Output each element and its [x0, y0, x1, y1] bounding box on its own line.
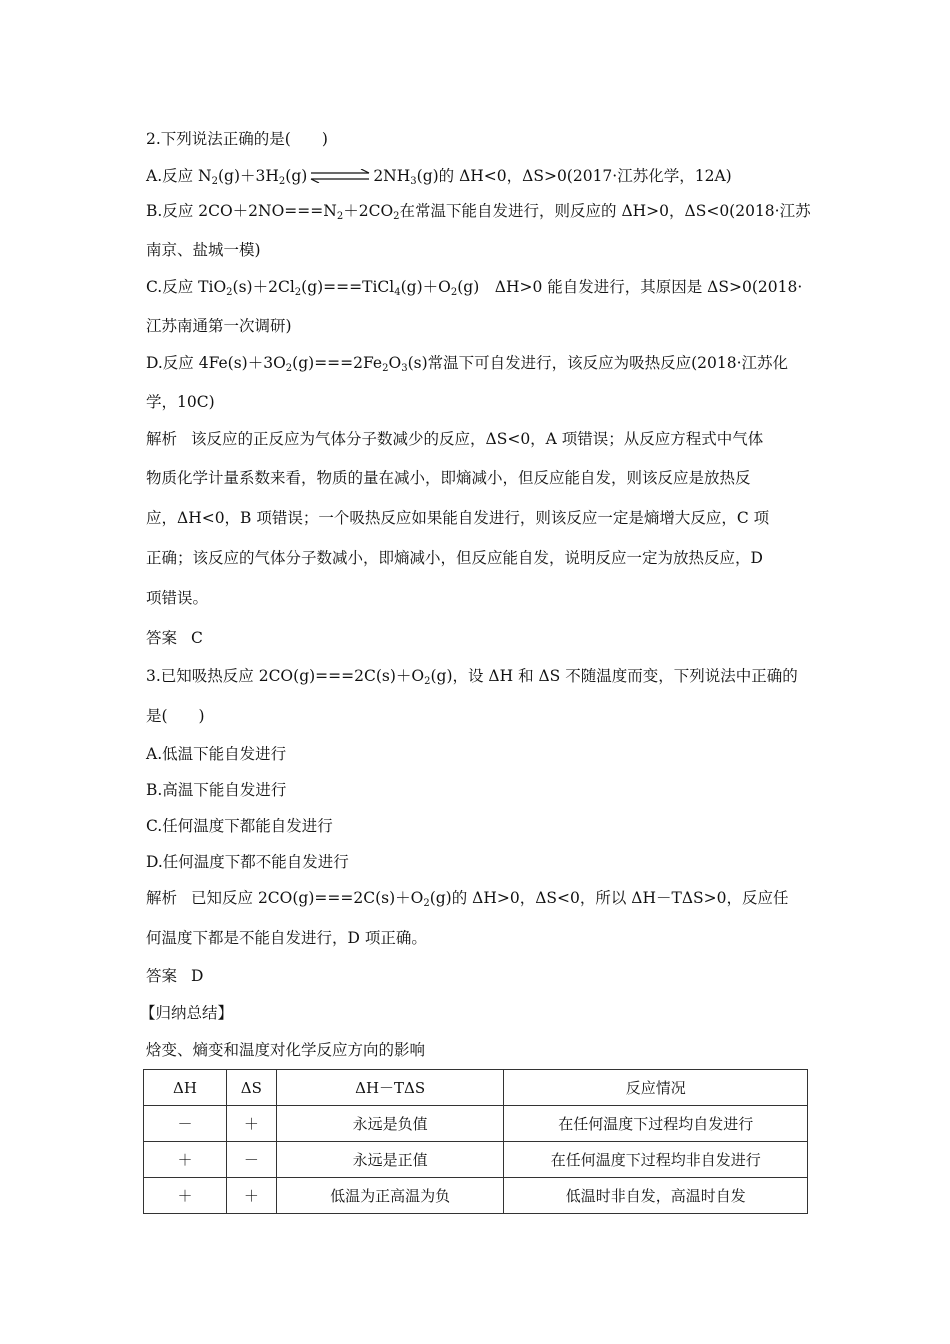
analysis-label: 解析: [146, 430, 178, 448]
table-row: ＋ ＋ 低温为正高温为负 低温时非自发，高温时自发: [144, 1178, 808, 1214]
q2-analysis-line1: 解析 该反应的正反应为气体分子数减少的反应，ΔS<0，A 项错误；从反应方程式中气体: [146, 430, 764, 448]
table-header-row: [144, 1070, 808, 1106]
q2-option-c-line2: 江苏南通第一次调研): [146, 317, 292, 335]
q2-analysis-line4: 正确；该反应的气体分子数减小，即熵减小，但反应能自发，说明反应一定为放热反应，D: [146, 549, 763, 567]
equilibrium-arrow-icon: [309, 169, 371, 183]
q2-analysis-line2: 物质化学计量系数来看，物质的量在减小，即熵减小，但反应能自发，则该反应是放热反: [146, 469, 751, 487]
q2-analysis-line5: 项错误。: [146, 589, 209, 607]
q2-option-a: A.反应 $N_2(g)+3H_2(g)$ $2NH_3(g)$的 ΔH<0，ΔS>0(2017·江苏化学，12A): [146, 167, 732, 187]
header-reaction: 反应情况: [504, 1070, 808, 1106]
q3-stem-line1: 3.已知吸热反应 $2CO(g)===2C(s)+O_2(g)$，设 ΔH 和 ΔS 不随温度而变，下列说法中正确的: [146, 667, 798, 687]
q2-option-d-line1: D.反应 $4Fe(s)+3O_2(g)===2Fe_2O_3(s)$常温下可自发进行，该反应为吸热反应(2018·江苏化: [146, 354, 789, 374]
answer-label: 答案: [146, 629, 178, 647]
answer-value: C: [191, 629, 203, 647]
q2-option-d-line2: 学，10C): [146, 393, 215, 411]
q3-stem-line2: 是( ): [146, 707, 205, 725]
answer-value: D: [191, 967, 204, 985]
header-delta-g: ΔH－TΔS: [276, 1070, 504, 1106]
q3-option-b: B.高温下能自发进行: [146, 781, 287, 799]
header-delta-s: ΔS: [226, 1070, 276, 1106]
answer-label: 答案: [146, 967, 178, 985]
table-row: － ＋ 永远是负值 在任何温度下过程均自发进行: [144, 1106, 808, 1142]
q3-analysis-line2: 何温度下都是不能自发进行，D 项正确。: [146, 929, 427, 947]
analysis-label: 解析: [146, 889, 178, 907]
summary-table: [143, 1069, 808, 1214]
table-row: ＋ － 永远是正值 在任何温度下过程均非自发进行: [144, 1142, 808, 1178]
header-delta-h: ΔH: [144, 1070, 227, 1106]
q2-stem: 2.下列说法正确的是( ): [146, 130, 328, 148]
q2-option-b-line2: 南京、盐城一模): [146, 241, 261, 259]
q3-option-d: D.任何温度下都不能自发进行: [146, 853, 349, 871]
q3-answer: [146, 966, 203, 986]
q2-option-b-line1: B.反应 $2CO+2NO===N_2+2CO_2$在常温下能自发进行，则反应的 ΔH>0，ΔS<0(2018·江苏: [146, 202, 811, 222]
q3-analysis-line1: 解析 已知反应 $2CO(g)===2C(s)+O_2(g)$的 ΔH>0，ΔS<0，所以 ΔH－TΔS>0，反应任: [146, 889, 789, 909]
q2-option-c-line1: C.反应 $TiO_2(s)+2Cl_2(g)===TiCl_4(g)+O_2(g)$ ΔH>0 能自发进行，其原因是 ΔS>0(2018·: [146, 278, 803, 298]
summary-subtitle: 焓变、熵变和温度对化学反应方向的影响: [146, 1041, 426, 1059]
summary-heading: 【归纳总结】: [140, 1004, 234, 1022]
q2-answer: [146, 628, 203, 648]
q3-option-a: A.低温下能自发进行: [146, 745, 287, 763]
q2-analysis-line3: 应，ΔH<0，B 项错误；一个吸热反应如果能自发进行，则该反应一定是熵增大反应，C 项: [146, 509, 770, 527]
q3-option-c: C.任何温度下都能自发进行: [146, 817, 333, 835]
